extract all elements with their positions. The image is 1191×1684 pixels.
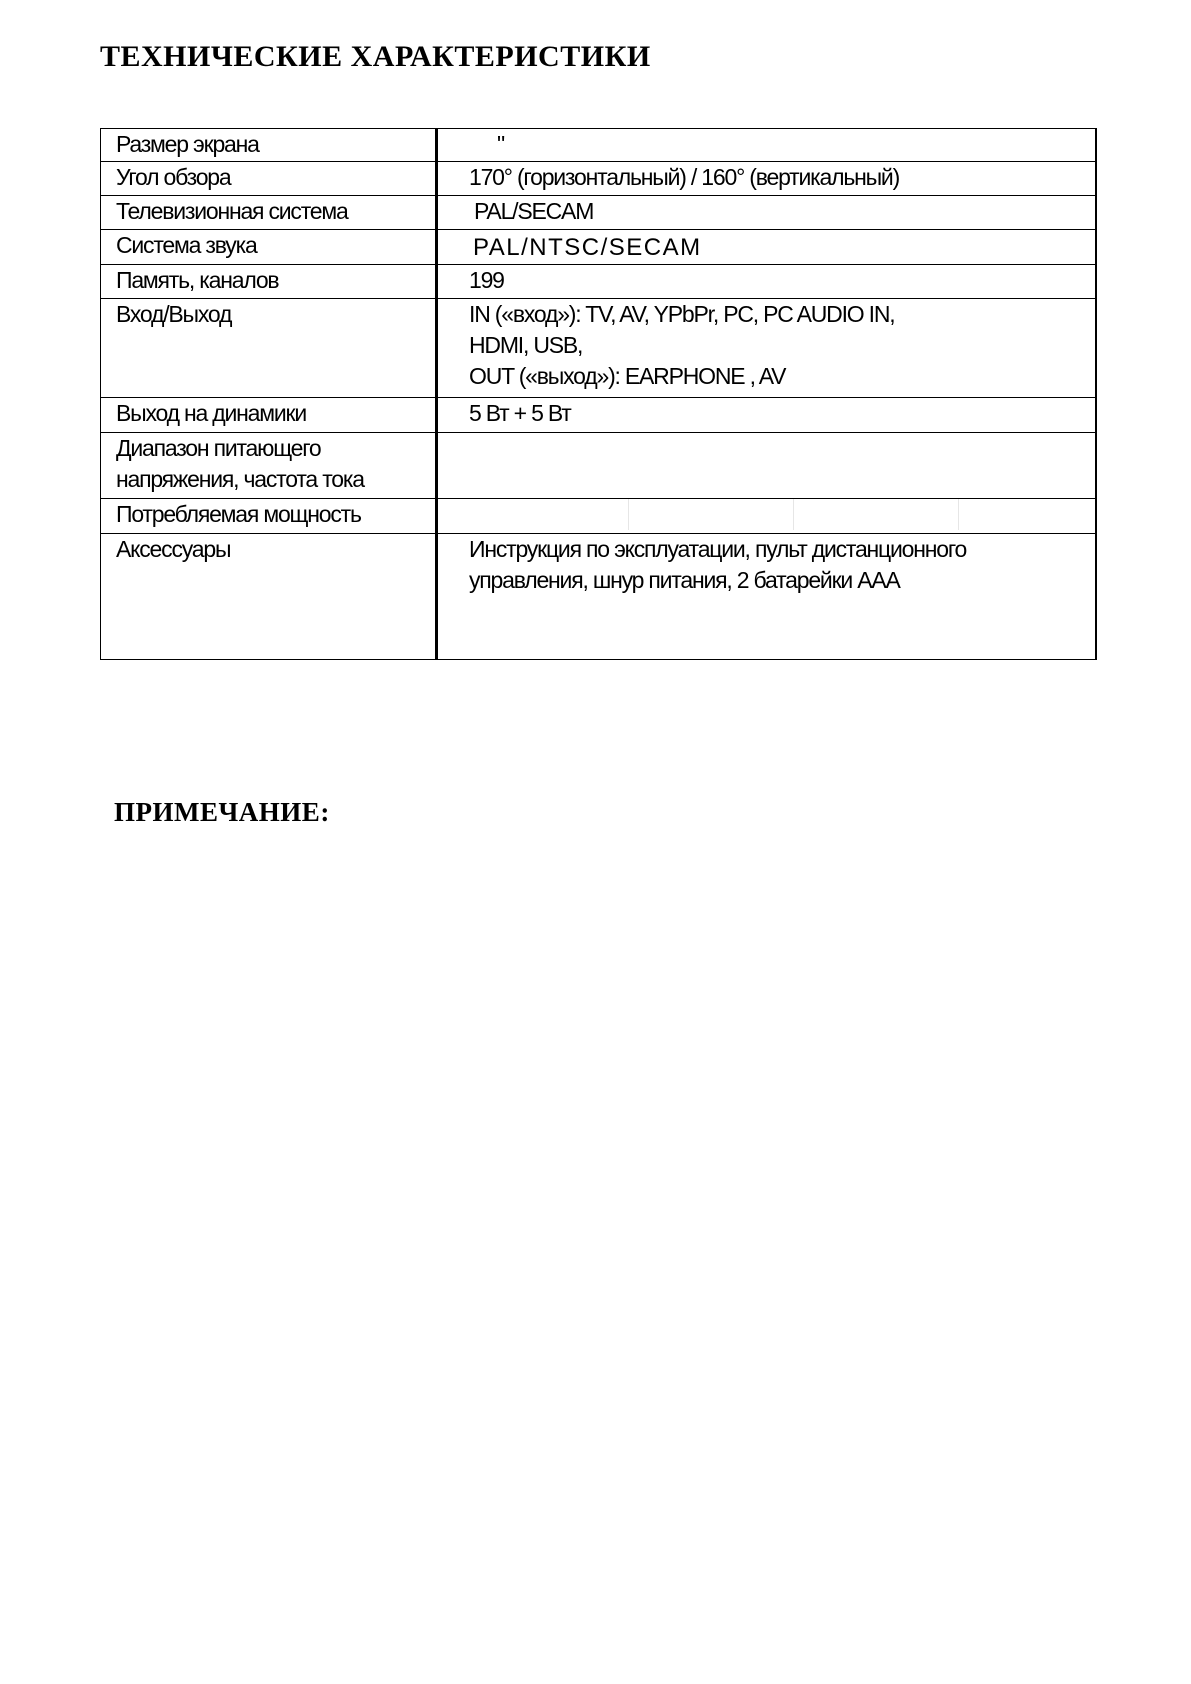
spec-value-line: " bbox=[497, 131, 504, 157]
spec-name: Телевизионная система bbox=[101, 196, 437, 230]
spec-value bbox=[437, 499, 1097, 534]
spec-name: Размер экрана bbox=[101, 129, 437, 162]
note-heading: ПРИМЕЧАНИЕ: bbox=[114, 797, 330, 827]
spec-value bbox=[437, 433, 1097, 499]
spec-value bbox=[437, 230, 1097, 265]
spec-name: Вход/Выход bbox=[101, 299, 437, 398]
spec-name: Система звука bbox=[101, 230, 437, 265]
spec-row-viewing-angle bbox=[101, 162, 1097, 196]
spec-value bbox=[437, 398, 1097, 433]
spec-row-sound-system bbox=[101, 230, 1097, 265]
spec-name: Потребляемая мощность bbox=[101, 499, 437, 534]
spec-name: Аксессуары bbox=[101, 534, 437, 660]
spec-row-power-consumption bbox=[101, 499, 1097, 534]
spec-value bbox=[437, 196, 1097, 230]
spec-row-speaker-output bbox=[101, 398, 1097, 433]
spec-value-line: HDMI, USB, bbox=[469, 332, 583, 358]
divider bbox=[628, 499, 629, 530]
spec-row-input-output bbox=[101, 299, 1097, 398]
divider bbox=[793, 499, 794, 530]
spec-value bbox=[437, 265, 1097, 299]
spec-value-line: 170° (горизонтальный) / 160° (вертикальный) bbox=[469, 164, 900, 190]
divider bbox=[958, 499, 959, 530]
page-title: ТЕХНИЧЕСКИЕ ХАРАКТЕРИСТИКИ bbox=[100, 40, 651, 73]
spec-row-tv-system bbox=[101, 196, 1097, 230]
spec-value bbox=[437, 129, 1097, 162]
spec-row-channel-memory bbox=[101, 265, 1097, 299]
spec-name: Выход на динамики bbox=[101, 398, 437, 433]
specifications-table bbox=[100, 128, 1097, 660]
spec-name: Память, каналов bbox=[101, 265, 437, 299]
spec-row-supply-voltage bbox=[101, 433, 1097, 499]
spec-value bbox=[437, 534, 1097, 660]
spec-value-line: 199 bbox=[469, 267, 504, 293]
spec-value bbox=[437, 162, 1097, 196]
spec-name-line: напряжения, частота тока bbox=[116, 466, 364, 492]
spec-name: Угол обзора bbox=[101, 162, 437, 196]
spec-name bbox=[101, 433, 437, 499]
spec-value-line: IN («вход»): TV, AV, YPbPr, PC, PC AUDIO IN, bbox=[469, 301, 895, 327]
spec-value-line: 5 Вт + 5 Вт bbox=[469, 400, 571, 426]
spec-value-line: OUT («выход»): EARPHONE , AV bbox=[469, 363, 786, 389]
spec-row-screen-size bbox=[101, 129, 1097, 162]
spec-value-line: Инструкция по эксплуатации, пульт дистанционного bbox=[469, 536, 967, 562]
spec-value-line: управления, шнур питания, 2 батарейки AAA bbox=[469, 567, 900, 593]
spec-row-accessories bbox=[101, 534, 1097, 660]
spec-value bbox=[437, 299, 1097, 398]
spec-value-line: PAL/NTSC/SECAM bbox=[473, 234, 702, 261]
spec-value-line: PAL/SECAM bbox=[474, 198, 594, 224]
spec-name-line: Диапазон питающего bbox=[116, 435, 321, 461]
